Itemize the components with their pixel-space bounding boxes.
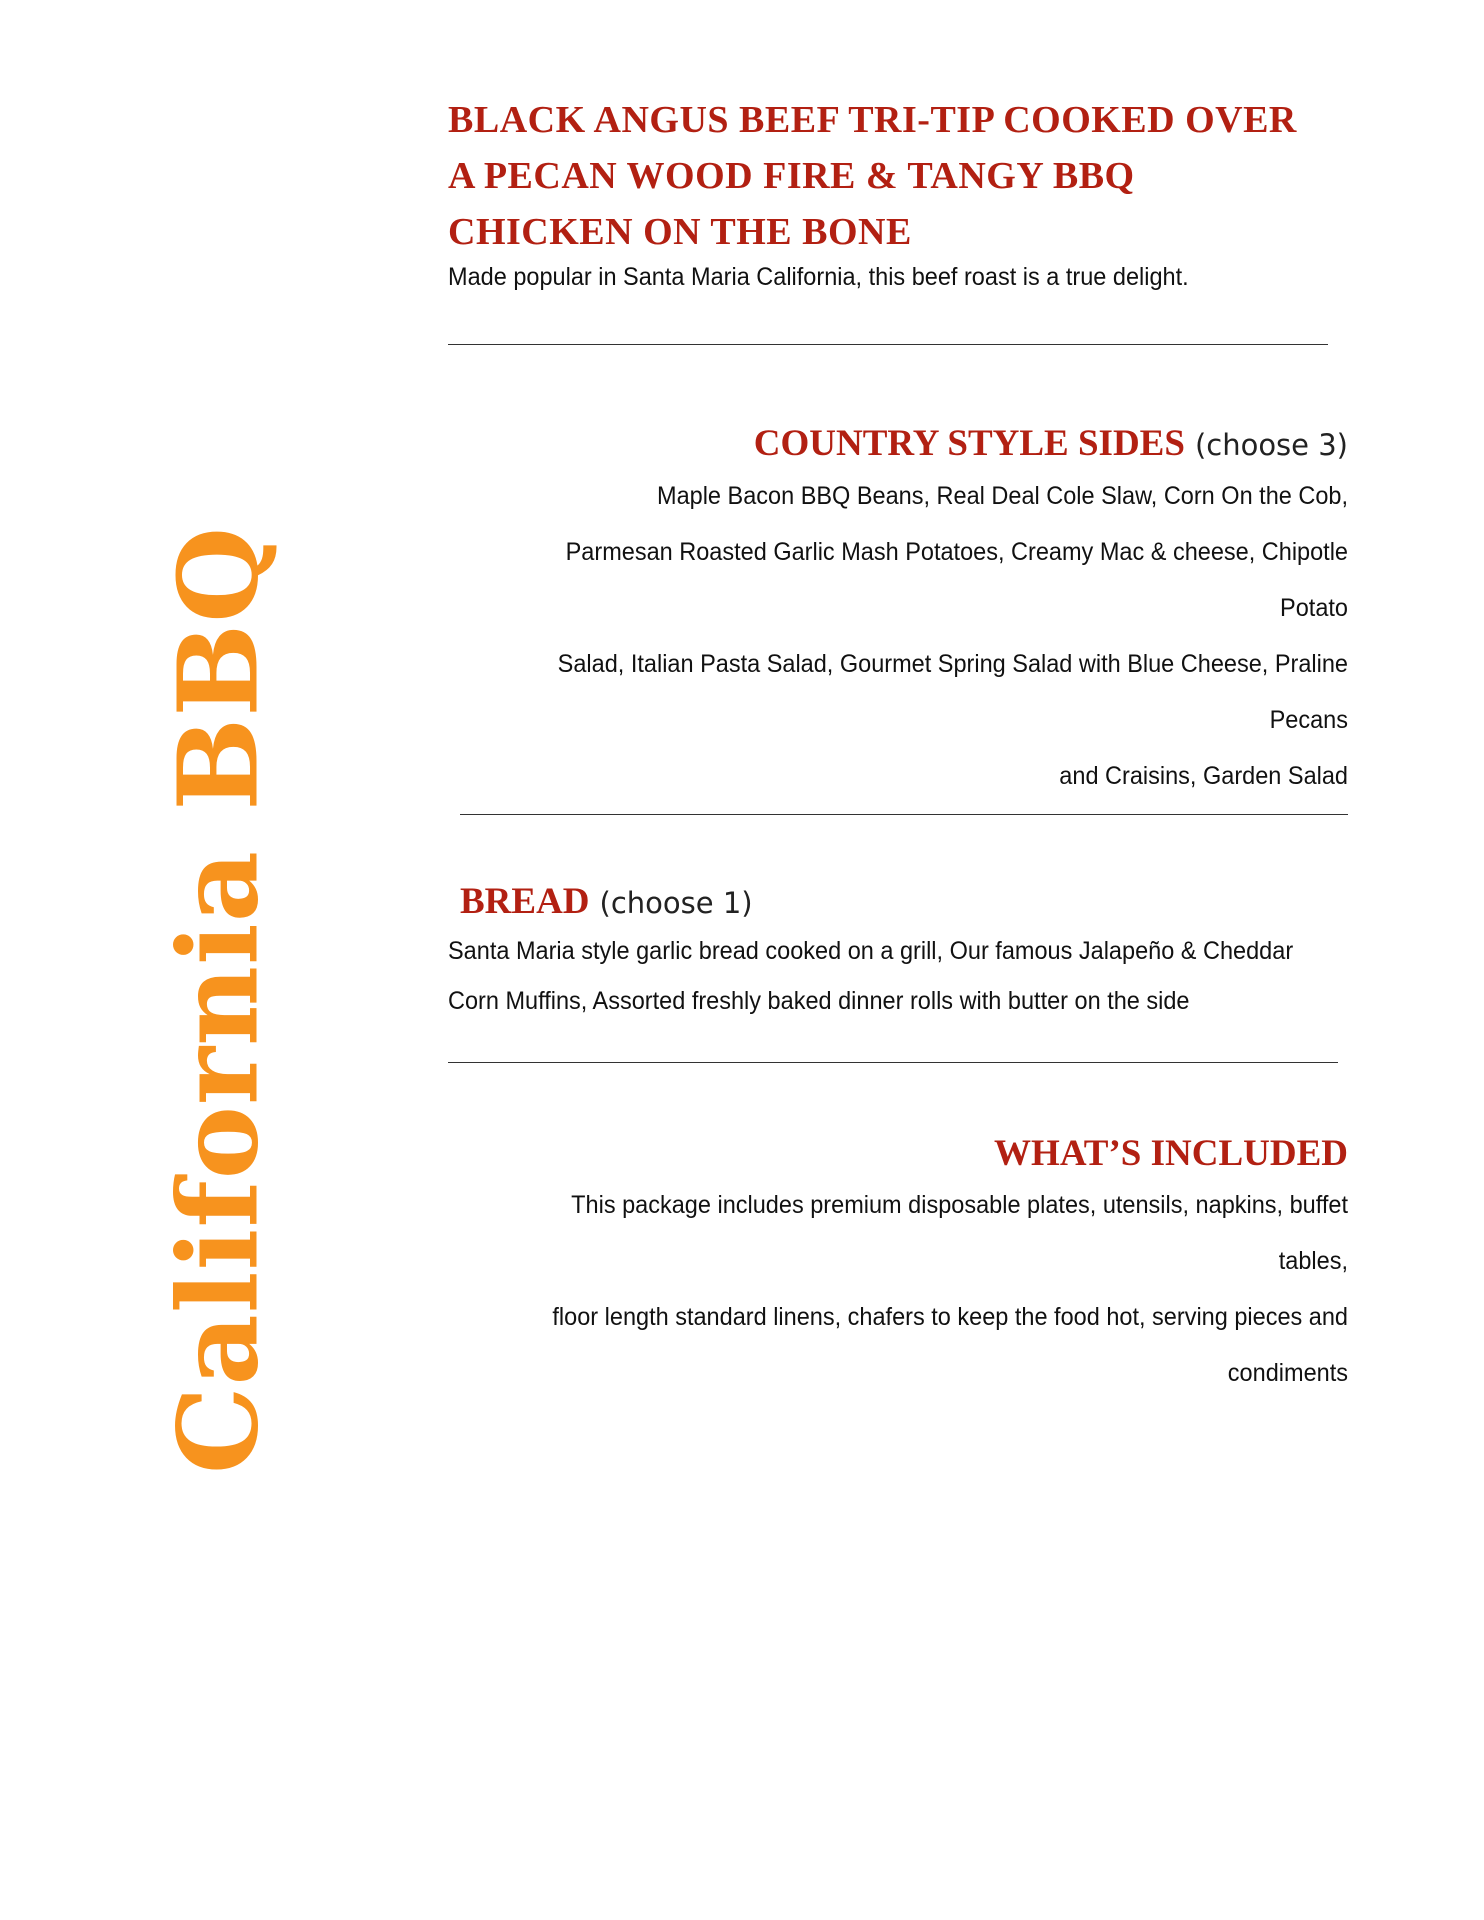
bread-heading-row <box>448 879 1348 926</box>
bread-line: Santa Maria style garlic bread cooked on a grill, Our famous Jalapeño & Cheddar <box>448 937 1294 965</box>
sides-line: Salad, Italian Pasta Salad, Gourmet Spring Salad with Blue Cheese, Praline Pecans <box>557 650 1348 734</box>
sides-line: Maple Bacon BBQ Beans, Real Deal Cole Slaw, Corn On the Cob, <box>656 482 1348 510</box>
sides-heading-row <box>448 421 1348 468</box>
included-section <box>448 1131 1348 1401</box>
main-heading-line: A PECAN WOOD FIRE & TANGY BBQ <box>448 155 1135 197</box>
main-section <box>448 92 1348 345</box>
sides-choose-note: (choose 3) <box>1194 428 1348 462</box>
bread-section <box>448 879 1348 1063</box>
divider <box>448 344 1328 345</box>
sides-line: Parmesan Roasted Garlic Mash Potatoes, Creamy Mac & cheese, Chipotle Potato <box>565 538 1348 622</box>
included-line: floor length standard linens, chafers to keep the food hot, serving pieces and <box>552 1303 1348 1331</box>
sides-section <box>448 421 1348 815</box>
included-line: This package includes premium disposable plates, utensils, napkins, buffet tables, <box>571 1191 1348 1275</box>
sides-line: and Craisins, Garden Salad <box>1059 762 1348 790</box>
bread-line: Corn Muffins, Assorted freshly baked dinner rolls with butter on the side <box>448 987 1190 1015</box>
main-heading <box>448 92 1348 260</box>
menu-content <box>448 92 1348 1401</box>
included-heading: WHAT’S INCLUDED <box>994 1133 1348 1174</box>
bread-heading: BREAD <box>460 881 590 922</box>
bread-choose-note: (choose 1) <box>599 886 753 920</box>
divider <box>460 814 1348 815</box>
main-description: Made popular in Santa Maria California, this beef roast is a true delight. <box>448 263 1189 291</box>
sides-heading: COUNTRY STYLE SIDES <box>753 423 1185 464</box>
main-heading-line: CHICKEN ON THE BONE <box>448 211 912 253</box>
divider <box>448 1062 1338 1063</box>
included-line: condiments <box>1227 1359 1348 1387</box>
main-heading-line: BLACK ANGUS BEEF TRI-TIP COOKED OVER <box>448 99 1297 141</box>
side-title: California BBQ <box>153 525 283 1475</box>
